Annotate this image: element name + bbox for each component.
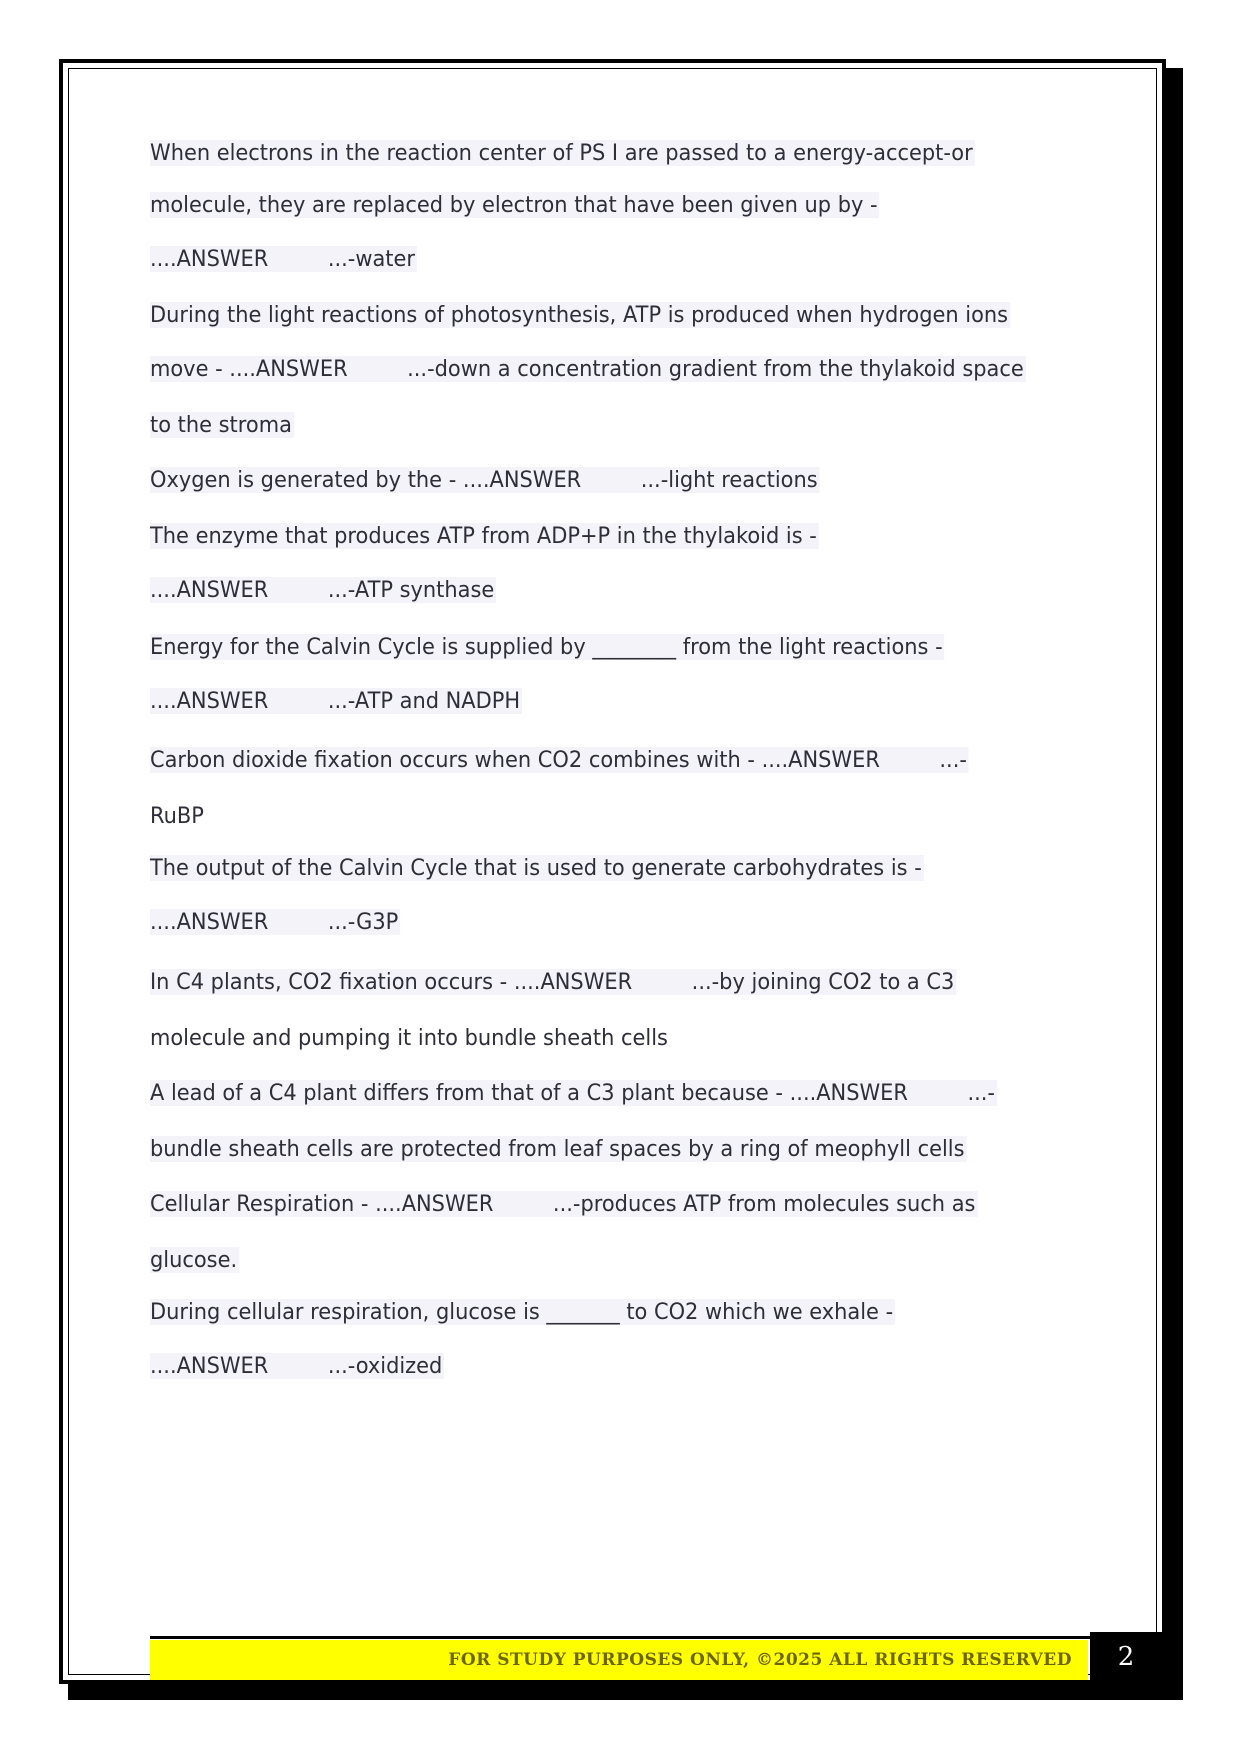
answer-marker: ....ANSWER — [462, 467, 582, 493]
answer-line — [150, 686, 522, 716]
answer-line — [150, 907, 400, 937]
answer-marker: ....ANSWER — [150, 688, 269, 714]
answer-continuation: glucose. — [150, 1247, 238, 1273]
answer-continuation: RuBP — [150, 803, 204, 829]
question-line: The enzyme that produces ATP from ADP+P in the thylakoid is - — [150, 523, 817, 549]
answer-marker: ....ANSWER — [150, 246, 269, 272]
page-number-text: 2 — [1117, 1642, 1135, 1672]
question-line: molecule, they are replaced by electron that have been given up by - — [150, 192, 878, 218]
answer-line — [150, 244, 417, 274]
question-line: When electrons in the reaction center of PS I are passed to a energy-accept-or — [150, 140, 973, 166]
answer-text: ...-oxidized — [327, 1353, 443, 1379]
answer-marker: ....ANSWER — [150, 577, 269, 603]
question-line: Cellular Respiration - ....ANSWER ...-produces ATP from molecules such as — [150, 1191, 976, 1217]
footer-rule — [150, 1636, 1090, 1639]
answer-text: ...-ATP and NADPH — [327, 688, 521, 714]
answer-continuation: molecule and pumping it into bundle sheath cells — [150, 1025, 668, 1051]
answer-text: ...- — [939, 747, 967, 773]
answer-text: ...-down a concentration gradient from the thylakoid space — [407, 356, 1024, 382]
question-line: move - ....ANSWER ...-down a concentration gradient from the thylakoid space — [150, 356, 1024, 382]
answer-text: ...-by joining CO2 to a C3 — [691, 969, 955, 995]
question-line: The output of the Calvin Cycle that is used to generate carbohydrates is - — [150, 855, 922, 881]
answer-text: ...-produces ATP from molecules such as — [552, 1191, 976, 1217]
answer-text: ...-water — [327, 246, 415, 272]
answer-text: ...-light reactions — [640, 467, 818, 493]
answer-marker: ....ANSWER — [789, 1080, 908, 1106]
question-line: Carbon dioxide fixation occurs when CO2 combines with - ....ANSWER ...- — [150, 747, 967, 773]
answer-marker: ....ANSWER — [150, 1353, 269, 1379]
answer-text: ...-ATP synthase — [327, 577, 495, 603]
answer-marker: ....ANSWER — [761, 747, 880, 773]
question-line: Oxygen is generated by the - ....ANSWER ...-light reactions — [150, 467, 818, 493]
answer-marker: ....ANSWER — [229, 356, 348, 382]
answer-continuation: to the stroma — [150, 412, 292, 438]
page-number — [1090, 1632, 1162, 1682]
footer-notice: FOR STUDY PURPOSES ONLY, ©2025 ALL RIGHTS RESERVED — [448, 1650, 1072, 1670]
question-line: In C4 plants, CO2 fixation occurs - ....ANSWER ...-by joining CO2 to a C3 — [150, 969, 955, 995]
answer-marker: ....ANSWER — [375, 1191, 494, 1217]
answer-marker: ....ANSWER — [150, 909, 269, 935]
answer-marker: ....ANSWER — [513, 969, 633, 995]
question-line: During cellular respiration, glucose is _______ to CO2 which we exhale - — [150, 1299, 894, 1325]
answer-text: ...-G3P — [327, 909, 399, 935]
answer-line — [150, 1351, 444, 1381]
footer-banner — [150, 1640, 1088, 1680]
answer-text: ...- — [967, 1080, 995, 1106]
answer-continuation: bundle sheath cells are protected from leaf spaces by a ring of meophyll cells — [150, 1136, 965, 1162]
answer-line — [150, 575, 496, 605]
question-line: A lead of a C4 plant differs from that of a C3 plant because - ....ANSWER ...- — [150, 1080, 995, 1106]
question-line: Energy for the Calvin Cycle is supplied by ________ from the light reactions - — [150, 634, 943, 660]
question-line: During the light reactions of photosynthesis, ATP is produced when hydrogen ions — [150, 302, 1009, 328]
